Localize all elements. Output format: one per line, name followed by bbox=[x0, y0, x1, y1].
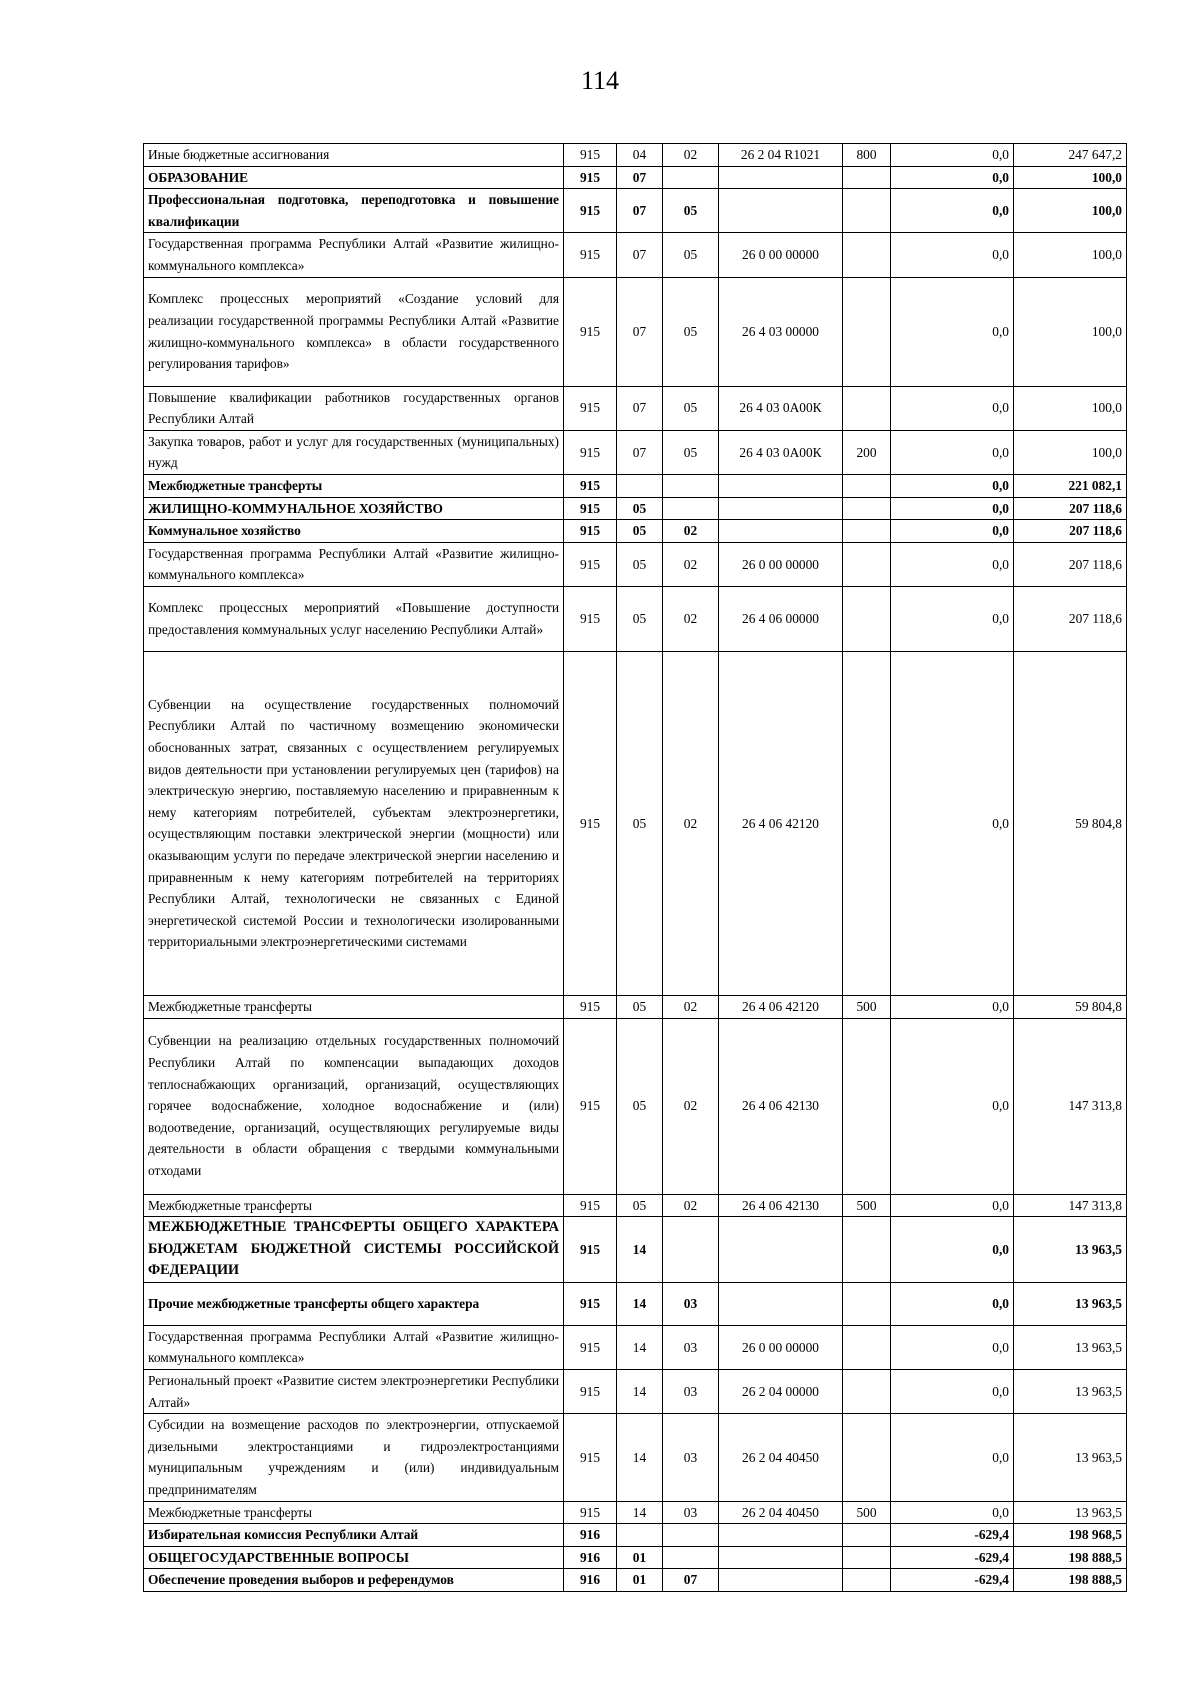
ministry-code: 915 bbox=[564, 1217, 617, 1283]
subsection-code: 05 bbox=[663, 233, 719, 277]
section-code: 05 bbox=[617, 995, 663, 1018]
amount-total: 247 647,2 bbox=[1014, 144, 1127, 167]
ministry-code: 915 bbox=[564, 166, 617, 189]
amount-change: 0,0 bbox=[891, 1414, 1014, 1501]
ministry-code: 915 bbox=[564, 144, 617, 167]
subsection-code: 07 bbox=[663, 1569, 719, 1592]
amount-total: 100,0 bbox=[1014, 189, 1127, 233]
amount-change: 0,0 bbox=[891, 189, 1014, 233]
ministry-code: 915 bbox=[564, 233, 617, 277]
section-code: 01 bbox=[617, 1546, 663, 1569]
subsection-code bbox=[663, 497, 719, 520]
ministry-code: 915 bbox=[564, 542, 617, 586]
row-name: ОБЩЕГОСУДАРСТВЕННЫЕ ВОПРОСЫ bbox=[144, 1546, 564, 1569]
amount-change: -629,4 bbox=[891, 1569, 1014, 1592]
ministry-code: 915 bbox=[564, 1282, 617, 1325]
expense-type-code bbox=[843, 1325, 891, 1369]
amount-change: 0,0 bbox=[891, 1282, 1014, 1325]
ministry-code: 916 bbox=[564, 1546, 617, 1569]
ministry-code: 915 bbox=[564, 430, 617, 474]
ministry-code: 916 bbox=[564, 1524, 617, 1547]
expense-type-code bbox=[843, 1524, 891, 1547]
target-article-code: 26 4 03 0А00К bbox=[719, 430, 843, 474]
table-row bbox=[144, 474, 1127, 497]
amount-change: 0,0 bbox=[891, 474, 1014, 497]
amount-change: 0,0 bbox=[891, 144, 1014, 167]
amount-total: 13 963,5 bbox=[1014, 1325, 1127, 1369]
amount-total: 59 804,8 bbox=[1014, 995, 1127, 1018]
amount-total: 207 118,6 bbox=[1014, 542, 1127, 586]
amount-total: 13 963,5 bbox=[1014, 1217, 1127, 1283]
subsection-code: 02 bbox=[663, 586, 719, 651]
table-row bbox=[144, 1325, 1127, 1369]
row-name: МЕЖБЮДЖЕТНЫЕ ТРАНСФЕРТЫ ОБЩЕГО ХАРАКТЕРА БЮДЖЕТАМ БЮДЖЕТНОЙ СИСТЕМЫ РОССИЙСКОЙ ФЕДЕРАЦИИ bbox=[144, 1217, 564, 1283]
amount-change: -629,4 bbox=[891, 1546, 1014, 1569]
subsection-code: 02 bbox=[663, 542, 719, 586]
section-code: 05 bbox=[617, 1018, 663, 1194]
table-row bbox=[144, 1194, 1127, 1217]
section-code: 07 bbox=[617, 277, 663, 386]
table-row bbox=[144, 1546, 1127, 1569]
row-name: Межбюджетные трансферты bbox=[144, 474, 564, 497]
section-code: 07 bbox=[617, 166, 663, 189]
section-code: 04 bbox=[617, 144, 663, 167]
target-article-code: 26 0 00 00000 bbox=[719, 233, 843, 277]
amount-change: 0,0 bbox=[891, 651, 1014, 995]
ministry-code: 915 bbox=[564, 386, 617, 430]
expense-type-code bbox=[843, 474, 891, 497]
amount-total: 207 118,6 bbox=[1014, 586, 1127, 651]
row-name: Коммунальное хозяйство bbox=[144, 520, 564, 543]
table-row bbox=[144, 1524, 1127, 1547]
row-name: ОБРАЗОВАНИЕ bbox=[144, 166, 564, 189]
target-article-code: 26 2 04 R1021 bbox=[719, 144, 843, 167]
amount-change: 0,0 bbox=[891, 1217, 1014, 1283]
budget-table bbox=[143, 143, 1127, 1592]
amount-total: 13 963,5 bbox=[1014, 1501, 1127, 1524]
amount-change: 0,0 bbox=[891, 1194, 1014, 1217]
ministry-code: 915 bbox=[564, 497, 617, 520]
expense-type-code bbox=[843, 1546, 891, 1569]
amount-change: 0,0 bbox=[891, 586, 1014, 651]
section-code: 07 bbox=[617, 430, 663, 474]
amount-total: 13 963,5 bbox=[1014, 1282, 1127, 1325]
table-row bbox=[144, 995, 1127, 1018]
amount-change: -629,4 bbox=[891, 1524, 1014, 1547]
expense-type-code bbox=[843, 1018, 891, 1194]
target-article-code bbox=[719, 1524, 843, 1547]
target-article-code: 26 4 06 42130 bbox=[719, 1018, 843, 1194]
ministry-code: 916 bbox=[564, 1569, 617, 1592]
row-name: Субвенции на реализацию отдельных государственных полномочий Республики Алтай по компенсации выпадающих доходов теплоснабжающих организаций, организаций, осуществляющих горячее водоснабжение, холодное водоснабжение и (или) водоотведение, организаций, осуществляющих регулируемые виды деятельности в области обращения с твердыми коммунальными отходами bbox=[144, 1018, 564, 1194]
subsection-code: 03 bbox=[663, 1501, 719, 1524]
expense-type-code bbox=[843, 233, 891, 277]
amount-change: 0,0 bbox=[891, 542, 1014, 586]
subsection-code: 05 bbox=[663, 277, 719, 386]
target-article-code bbox=[719, 1546, 843, 1569]
row-name: Избирательная комиссия Республики Алтай bbox=[144, 1524, 564, 1547]
target-article-code: 26 4 06 00000 bbox=[719, 586, 843, 651]
amount-total: 207 118,6 bbox=[1014, 520, 1127, 543]
expense-type-code bbox=[843, 520, 891, 543]
row-name: Межбюджетные трансферты bbox=[144, 1501, 564, 1524]
expense-type-code bbox=[843, 1370, 891, 1414]
expense-type-code bbox=[843, 542, 891, 586]
ministry-code: 915 bbox=[564, 1414, 617, 1501]
expense-type-code bbox=[843, 1217, 891, 1283]
row-name: ЖИЛИЩНО-КОММУНАЛЬНОЕ ХОЗЯЙСТВО bbox=[144, 497, 564, 520]
amount-change: 0,0 bbox=[891, 995, 1014, 1018]
target-article-code: 26 2 04 40450 bbox=[719, 1414, 843, 1501]
amount-total: 59 804,8 bbox=[1014, 651, 1127, 995]
amount-total: 207 118,6 bbox=[1014, 497, 1127, 520]
expense-type-code bbox=[843, 651, 891, 995]
subsection-code: 05 bbox=[663, 386, 719, 430]
table-row bbox=[144, 386, 1127, 430]
target-article-code: 26 0 00 00000 bbox=[719, 1325, 843, 1369]
subsection-code: 02 bbox=[663, 995, 719, 1018]
page-number: 114 bbox=[580, 66, 620, 95]
expense-type-code: 800 bbox=[843, 144, 891, 167]
expense-type-code: 500 bbox=[843, 995, 891, 1018]
section-code: 14 bbox=[617, 1501, 663, 1524]
ministry-code: 915 bbox=[564, 651, 617, 995]
amount-total: 100,0 bbox=[1014, 233, 1127, 277]
section-code: 01 bbox=[617, 1569, 663, 1592]
row-name: Межбюджетные трансферты bbox=[144, 1194, 564, 1217]
amount-total: 13 963,5 bbox=[1014, 1370, 1127, 1414]
target-article-code bbox=[719, 520, 843, 543]
section-code: 14 bbox=[617, 1325, 663, 1369]
ministry-code: 915 bbox=[564, 1325, 617, 1369]
amount-change: 0,0 bbox=[891, 277, 1014, 386]
row-name: Профессиональная подготовка, переподготовка и повышение квалификации bbox=[144, 189, 564, 233]
amount-change: 0,0 bbox=[891, 166, 1014, 189]
target-article-code bbox=[719, 189, 843, 233]
ministry-code: 915 bbox=[564, 995, 617, 1018]
row-name: Обеспечение проведения выборов и референдумов bbox=[144, 1569, 564, 1592]
target-article-code: 26 4 03 0А00К bbox=[719, 386, 843, 430]
section-code bbox=[617, 474, 663, 497]
amount-change: 0,0 bbox=[891, 520, 1014, 543]
subsection-code: 03 bbox=[663, 1325, 719, 1369]
expense-type-code bbox=[843, 497, 891, 520]
amount-total: 100,0 bbox=[1014, 386, 1127, 430]
amount-total: 221 082,1 bbox=[1014, 474, 1127, 497]
subsection-code: 02 bbox=[663, 520, 719, 543]
amount-total: 100,0 bbox=[1014, 166, 1127, 189]
table-row bbox=[144, 166, 1127, 189]
subsection-code: 02 bbox=[663, 651, 719, 995]
amount-total: 147 313,8 bbox=[1014, 1018, 1127, 1194]
amount-change: 0,0 bbox=[891, 430, 1014, 474]
section-code: 14 bbox=[617, 1217, 663, 1283]
section-code: 07 bbox=[617, 386, 663, 430]
amount-change: 0,0 bbox=[891, 1325, 1014, 1369]
expense-type-code bbox=[843, 586, 891, 651]
amount-change: 0,0 bbox=[891, 386, 1014, 430]
table-row bbox=[144, 1501, 1127, 1524]
ministry-code: 915 bbox=[564, 1501, 617, 1524]
amount-change: 0,0 bbox=[891, 1018, 1014, 1194]
subsection-code: 02 bbox=[663, 1018, 719, 1194]
expense-type-code bbox=[843, 1282, 891, 1325]
table-row bbox=[144, 144, 1127, 167]
table-row bbox=[144, 586, 1127, 651]
target-article-code: 26 4 06 42130 bbox=[719, 1194, 843, 1217]
ministry-code: 915 bbox=[564, 1370, 617, 1414]
amount-change: 0,0 bbox=[891, 1501, 1014, 1524]
subsection-code: 02 bbox=[663, 1194, 719, 1217]
section-code: 05 bbox=[617, 497, 663, 520]
ministry-code: 915 bbox=[564, 520, 617, 543]
row-name: Комплекс процессных мероприятий «Создание условий для реализации государственной программы Республики Алтай «Развитие жилищно-коммунального комплекса» в области государственного регулирования тарифов» bbox=[144, 277, 564, 386]
amount-change: 0,0 bbox=[891, 497, 1014, 520]
amount-total: 147 313,8 bbox=[1014, 1194, 1127, 1217]
target-article-code: 26 2 04 40450 bbox=[719, 1501, 843, 1524]
subsection-code: 05 bbox=[663, 430, 719, 474]
section-code: 14 bbox=[617, 1370, 663, 1414]
section-code: 05 bbox=[617, 542, 663, 586]
target-article-code: 26 0 00 00000 bbox=[719, 542, 843, 586]
target-article-code bbox=[719, 1217, 843, 1283]
table-row bbox=[144, 1414, 1127, 1501]
section-code: 14 bbox=[617, 1414, 663, 1501]
ministry-code: 915 bbox=[564, 474, 617, 497]
expense-type-code bbox=[843, 1569, 891, 1592]
amount-total: 100,0 bbox=[1014, 277, 1127, 386]
table-row bbox=[144, 277, 1127, 386]
table-row bbox=[144, 189, 1127, 233]
expense-type-code bbox=[843, 166, 891, 189]
subsection-code: 03 bbox=[663, 1414, 719, 1501]
section-code bbox=[617, 1524, 663, 1547]
ministry-code: 915 bbox=[564, 1018, 617, 1194]
expense-type-code: 500 bbox=[843, 1501, 891, 1524]
section-code: 07 bbox=[617, 189, 663, 233]
table-row bbox=[144, 520, 1127, 543]
expense-type-code: 500 bbox=[843, 1194, 891, 1217]
target-article-code bbox=[719, 497, 843, 520]
table-row bbox=[144, 233, 1127, 277]
expense-type-code bbox=[843, 386, 891, 430]
section-code: 07 bbox=[617, 233, 663, 277]
target-article-code: 26 2 04 00000 bbox=[719, 1370, 843, 1414]
amount-change: 0,0 bbox=[891, 233, 1014, 277]
target-article-code: 26 4 03 00000 bbox=[719, 277, 843, 386]
target-article-code bbox=[719, 474, 843, 497]
target-article-code bbox=[719, 1569, 843, 1592]
subsection-code: 02 bbox=[663, 144, 719, 167]
ministry-code: 915 bbox=[564, 189, 617, 233]
table-body bbox=[144, 144, 1127, 1592]
amount-total: 198 888,5 bbox=[1014, 1546, 1127, 1569]
subsection-code bbox=[663, 474, 719, 497]
amount-change: 0,0 bbox=[891, 1370, 1014, 1414]
ministry-code: 915 bbox=[564, 277, 617, 386]
row-name: Повышение квалификации работников государственных органов Республики Алтай bbox=[144, 386, 564, 430]
target-article-code bbox=[719, 166, 843, 189]
row-name: Закупка товаров, работ и услуг для государственных (муниципальных) нужд bbox=[144, 430, 564, 474]
subsection-code bbox=[663, 1546, 719, 1569]
table-row bbox=[144, 430, 1127, 474]
row-name: Прочие межбюджетные трансферты общего характера bbox=[144, 1282, 564, 1325]
table-row bbox=[144, 1569, 1127, 1592]
row-name: Государственная программа Республики Алтай «Развитие жилищно-коммунального комплекса» bbox=[144, 233, 564, 277]
table-row bbox=[144, 542, 1127, 586]
expense-type-code: 200 bbox=[843, 430, 891, 474]
target-article-code: 26 4 06 42120 bbox=[719, 995, 843, 1018]
table-row bbox=[144, 1018, 1127, 1194]
section-code: 05 bbox=[617, 651, 663, 995]
table-row bbox=[144, 1282, 1127, 1325]
subsection-code: 03 bbox=[663, 1282, 719, 1325]
row-name: Государственная программа Республики Алтай «Развитие жилищно-коммунального комплекса» bbox=[144, 1325, 564, 1369]
row-name: Субсидии на возмещение расходов по электроэнергии, отпускаемой дизельными электростанциями и гидроэлектростанциями муниципальным учреждениям и (или) индивидуальным предпринимателям bbox=[144, 1414, 564, 1501]
section-code: 05 bbox=[617, 586, 663, 651]
row-name: Региональный проект «Развитие систем электроэнергетики Республики Алтай» bbox=[144, 1370, 564, 1414]
section-code: 05 bbox=[617, 520, 663, 543]
row-name: Иные бюджетные ассигнования bbox=[144, 144, 564, 167]
subsection-code: 03 bbox=[663, 1370, 719, 1414]
subsection-code: 05 bbox=[663, 189, 719, 233]
table-row bbox=[144, 1370, 1127, 1414]
ministry-code: 915 bbox=[564, 1194, 617, 1217]
table-row bbox=[144, 651, 1127, 995]
subsection-code bbox=[663, 166, 719, 189]
expense-type-code bbox=[843, 277, 891, 386]
subsection-code bbox=[663, 1217, 719, 1283]
row-name: Комплекс процессных мероприятий «Повышение доступности предоставления коммунальных услуг населению Республики Алтай» bbox=[144, 586, 564, 651]
row-name: Государственная программа Республики Алтай «Развитие жилищно-коммунального комплекса» bbox=[144, 542, 564, 586]
row-name: Межбюджетные трансферты bbox=[144, 995, 564, 1018]
section-code: 05 bbox=[617, 1194, 663, 1217]
table-row bbox=[144, 1217, 1127, 1283]
expense-type-code bbox=[843, 189, 891, 233]
expense-type-code bbox=[843, 1414, 891, 1501]
subsection-code bbox=[663, 1524, 719, 1547]
amount-total: 13 963,5 bbox=[1014, 1414, 1127, 1501]
ministry-code: 915 bbox=[564, 586, 617, 651]
row-name: Субвенции на осуществление государственных полномочий Республики Алтай по частичному возмещению экономически обоснованных затрат, связанных с осуществлением регулируемых видов деятельности при установлении регулируемых цен (тарифов) на электрическую энергию, поставляемую населению и приравненным к нему категориям потребителей, субъектам электроэнергетики, осуществляющим поставки электрической энергии (мощности) или оказывающим услуги по передаче электрической энергии населению и приравненным к нему категориям потребителей на территориях Республики Алтай, технологически не связанных с Единой энергетической системой России и технологически изолированными территориальными электроэнергетическими системами bbox=[144, 651, 564, 995]
section-code: 14 bbox=[617, 1282, 663, 1325]
amount-total: 100,0 bbox=[1014, 430, 1127, 474]
amount-total: 198 968,5 bbox=[1014, 1524, 1127, 1547]
target-article-code bbox=[719, 1282, 843, 1325]
table-row bbox=[144, 497, 1127, 520]
target-article-code: 26 4 06 42120 bbox=[719, 651, 843, 995]
amount-total: 198 888,5 bbox=[1014, 1569, 1127, 1592]
